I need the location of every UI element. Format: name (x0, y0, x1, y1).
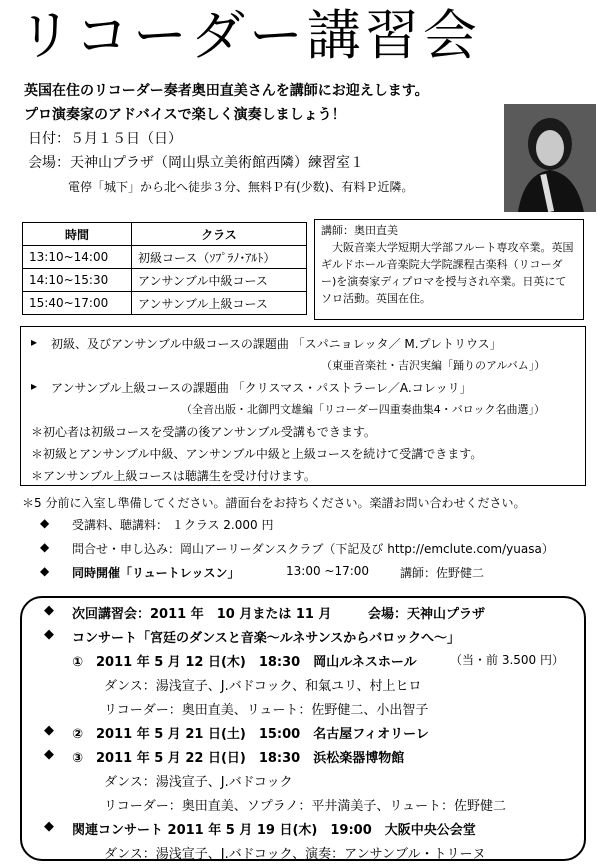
diamond-icon: ◆ (40, 516, 50, 530)
repertoire-item-2: アンサンブル上級コースの課題曲 「クリスマス・パストラーレ／A.コレッリ」 (51, 381, 472, 395)
teacher-profile (314, 219, 584, 320)
note-item: ＊アンサンブル上級コースは聴講生を受け付けます。 (31, 469, 316, 483)
arrival-note: ＊5 分前に入室し準備してください。譜面台をお持ちください。楽譜お問い合わせください。 (22, 496, 526, 510)
related-concert-dance: ダンス：湯浅宣子、J.バドコック、演奏：アンサンブル・トリーヌ (104, 847, 486, 862)
concert-2: ② 2011 年 5 月 21 日(土) 15:00 名古屋フィオリーレ (72, 727, 429, 742)
note-item: ＊初級とアンサンブル中級、アンサンブル中級と上級コースを続けて受講できます。 (31, 447, 483, 461)
diamond-icon: ◆ (44, 627, 54, 642)
concert-1-price: （当・前 3.500 円） (450, 653, 564, 667)
lute-lesson-time: 13:00 ~17:00 (286, 564, 370, 578)
concert-1-dance: ダンス：湯浅宣子、J.バドコック、和氣ユリ、村上ヒロ (104, 679, 422, 694)
concert-1: ① 2011 年 5 月 12 日(木) 18:30 岡山ルネスホール (72, 655, 417, 670)
teacher-bio: 大阪音楽大学短期大学部フルート専攻卒業。英国ギルドホール音楽院大学院課程古楽科（リコーダー)を演奏家ディプロマを授与され卒業。日英にてソロ活動。英国在住。 (321, 241, 574, 305)
table-row (23, 269, 307, 292)
row-class: アンサンブル中級コース (132, 269, 307, 292)
related-concert: 関連コンサート 2011 年 5 月 19 日(木) 19:00 大阪中央公会堂 (72, 823, 476, 838)
diamond-icon: ◆ (44, 723, 54, 738)
next-session: 次回講習会：2011 年 10 月または 11 月 (72, 607, 332, 622)
lute-lesson-label: 同時開催「リュートレッスン」 (72, 566, 240, 580)
repertoire-item-2-source: （全音出版・北御門文雄編「リコーダー四重奏曲集4・バロック名曲選」） (181, 403, 546, 416)
row-class: 初級コース（ｿﾌﾟﾗﾉ･ｱﾙﾄ） (132, 246, 307, 269)
repertoire-item-1-source: （東亜音楽社・吉沢実編「踊りのアルバム」） (321, 359, 546, 372)
schedule-table (22, 222, 307, 315)
next-session-venue: 会場：天神山プラザ (368, 607, 486, 622)
concert-3-musicians: リコーダー：奥田直美、ソプラノ：平井満美子、リュート：佐野健二 (104, 799, 506, 814)
repertoire-item-1: 初級、及びアンサンブル中級コースの課題曲 「スパニョレッタ／ M.プレトリウス」 (51, 337, 502, 351)
diamond-icon: ◆ (40, 564, 50, 578)
diamond-icon: ◆ (40, 540, 50, 554)
note-item: ＊初心者は初級コースを受講の後アンサンブル受講もできます。 (31, 425, 376, 439)
intro-line-2: プロ演奏家のアドバイスで楽しく演奏しましょう！ (24, 107, 346, 123)
access-info: 電停「城下」から北へ徒歩３分、無料Ｐ有(少数)、有料Ｐ近隣。 (68, 180, 414, 194)
row-class: アンサンブル上級コース (132, 292, 307, 315)
bullet-icon: ▸ (31, 379, 38, 393)
row-time: 14:10~15:30 (23, 269, 132, 292)
header-time: 時間 (23, 223, 132, 246)
concert-3: ③ 2011 年 5 月 22 日(日) 18:30 浜松楽器博物館 (72, 751, 405, 766)
page-title: リコーダー講習会 (18, 4, 481, 67)
contact-info: 問合せ・申し込み：岡山アーリーダンスクラブ（下記及び http://emclute.com/yuasa） (72, 542, 554, 556)
concert-1-musicians: リコーダー：奥田直美、リュート：佐野健二、小出智子 (104, 703, 429, 718)
teacher-name: 講師：奥田直美 (321, 224, 398, 237)
table-row (23, 292, 307, 315)
teacher-photo (504, 104, 596, 212)
diamond-icon: ◆ (44, 603, 54, 618)
row-time: 13:10~14:00 (23, 246, 132, 269)
event-venue: 会場：天神山プラザ（岡山県立美術館西隣）練習室１ (28, 155, 364, 171)
repertoire-box (20, 326, 586, 486)
row-time: 15:40~17:00 (23, 292, 132, 315)
table-row (23, 246, 307, 269)
bullet-icon: ▸ (31, 335, 38, 349)
header-class: クラス (132, 223, 307, 246)
lute-lesson-teacher: 講師：佐野健二 (400, 566, 485, 580)
diamond-icon: ◆ (44, 819, 54, 834)
diamond-icon: ◆ (44, 747, 54, 762)
intro-line-1: 英国在住のリコーダー奏者奥田直美さんを講師にお迎えします。 (24, 83, 429, 99)
table-header-row (23, 223, 307, 246)
fee-info: 受講料、聴講料： １クラス 2.000 円 (72, 518, 274, 532)
event-date: 日付：５月１５日（日） (28, 131, 182, 147)
concert-title: コンサート「宮廷のダンスと音楽～ルネサンスからバロックへ～」 (72, 631, 461, 646)
concert-3-dance: ダンス：湯浅宣子、J.バドコック (104, 775, 293, 790)
